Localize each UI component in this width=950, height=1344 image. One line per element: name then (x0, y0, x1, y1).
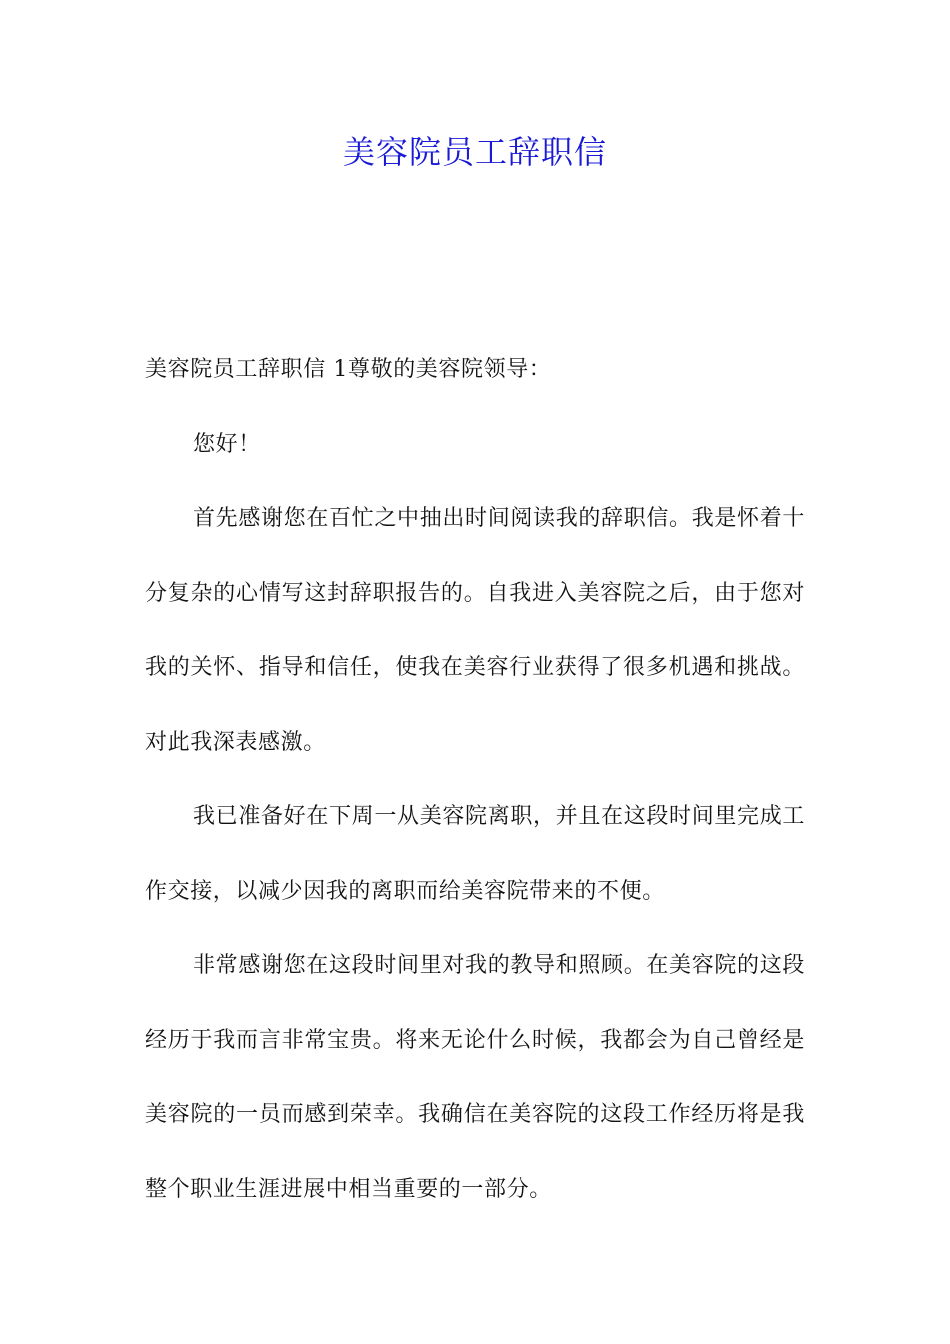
paragraph-thanks: 首先感谢您在百忙之中抽出时间阅读我的辞职信。我是怀着十分复杂的心情写这封辞职报告的。自我进入美容院之后，由于您对我的关怀、指导和信任，使我在美容行业获得了很多机遇和挑战。对此我深表感激。 (145, 506, 805, 755)
document-title: 美容院员工辞职信 (342, 133, 607, 171)
paragraph-departure: 我已准备好在下周一从美容院离职，并且在这段时间里完成工作交接，以减少因我的离职而给美容院带来的不便。 (145, 804, 805, 904)
greeting-line: 您好！ (193, 431, 261, 457)
document-body (145, 333, 805, 1227)
salutation-line: 美容院员工辞职信 1尊敬的美容院领导： (145, 357, 552, 382)
paragraph-gratitude: 非常感谢您在这段时间里对我的教导和照顾。在美容院的这段经历于我而言非常宝贵。将来无论什么时候，我都会为自己曾经是美容院的一员而感到荣幸。我确信在美容院的这段工作经历将是我整个职业生涯进展中相当重要的一部分。 (145, 953, 805, 1202)
